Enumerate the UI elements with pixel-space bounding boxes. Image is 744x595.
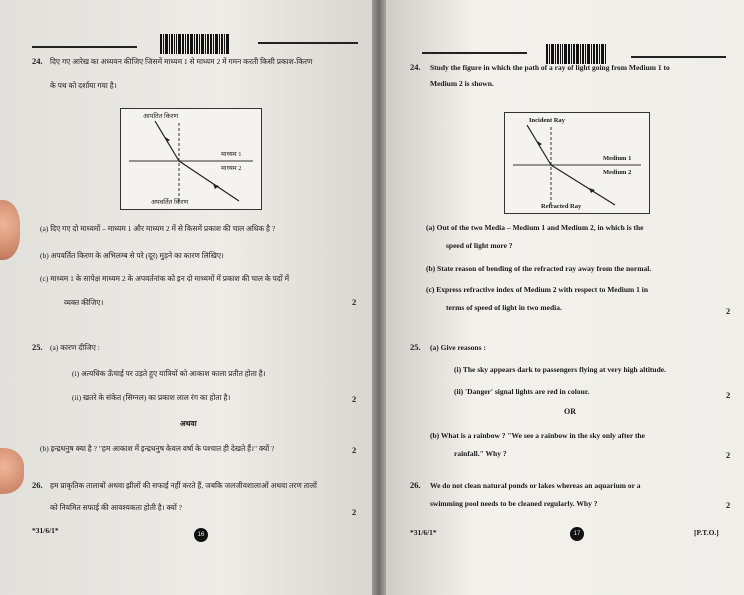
- q25-part-ii: (ii) 'Danger' signal lights are red in colour.: [454, 387, 590, 396]
- q24-stem-line2: Medium 2 is shown.: [430, 79, 494, 88]
- right-page: [386, 0, 744, 595]
- q24-stem-line2: के पथ को दर्शाया गया है।: [50, 81, 117, 90]
- fig-label-refracted: अपवर्तित किरण: [151, 199, 189, 206]
- q24-figure: [504, 112, 650, 214]
- barcode: [546, 44, 606, 64]
- q26-marks: 2: [352, 507, 357, 517]
- header-rule-left: [422, 52, 527, 54]
- q25-head: (a) Give reasons :: [430, 343, 486, 352]
- q25-part-ii: (ii) खतरे के संकेत (सिग्नल) का प्रकाश लाल रंग का होता है।: [72, 393, 231, 402]
- q24-part-c-line2: व्यक्त कीजिए।: [64, 298, 104, 307]
- q25-or: अथवा: [180, 419, 197, 428]
- q25-marks-2: 2: [726, 450, 731, 460]
- header-rule-right: [258, 42, 358, 44]
- paper-code: *31/6/1*: [410, 528, 437, 537]
- header-rule-left: [32, 46, 137, 48]
- q24-number: 24.: [32, 56, 43, 66]
- q24-marks: 2: [352, 297, 357, 307]
- fig-label-incident: आपतित किरण: [143, 113, 179, 120]
- fig-label-medium2: Medium 2: [603, 169, 632, 176]
- fig-label-refracted: Refracted Ray: [541, 203, 582, 210]
- q25-or: OR: [564, 407, 576, 416]
- fig-label-medium1: माध्यम 1: [221, 151, 242, 158]
- q24-part-c-line1: (c) माध्यम 1 के सापेक्ष माध्यम 2 के अपवर्तनांक को इन दो माध्यमों में प्रकाश की चाल के पदों में: [40, 274, 290, 283]
- q24-part-c-line1: (c) Express refractive index of Medium 2 with respect to Medium 1 in: [426, 285, 649, 294]
- pto-label: [P.T.O.]: [694, 528, 719, 537]
- q26-line2: swimming pool needs to be cleaned regularly. Why ?: [430, 499, 598, 508]
- q24-part-a: (a) दिए गए दो माध्यमों – माध्यम 1 और माध्यम 2 में से किसमें प्रकाश की चाल अधिक है ?: [40, 224, 276, 233]
- q25-marks-1: 2: [726, 390, 731, 400]
- fig-label-incident: Incident Ray: [529, 117, 565, 124]
- page-number-badge: 17: [570, 527, 584, 541]
- header-rule-right: [631, 56, 726, 58]
- q25-part-i: (i) अत्यधिक ऊँचाई पर उड़ते हुए यात्रियों को आकाश काला प्रतीत होता है।: [72, 369, 266, 378]
- barcode: [160, 34, 229, 54]
- q24-number: 24.: [410, 62, 421, 72]
- page-number-badge: 16: [194, 528, 208, 542]
- q26-number: 26.: [32, 480, 43, 490]
- q26-line2: को नियमित सफाई की आवश्यकता होती है। क्यों ?: [50, 503, 182, 512]
- q26-marks: 2: [726, 500, 731, 510]
- q24-marks: 2: [726, 306, 731, 316]
- q24-figure: [120, 108, 262, 210]
- fig-label-medium2: माध्यम 2: [221, 165, 242, 172]
- q24-part-b: (b) अपवर्तित किरण के अभिलम्ब से परे (दूर) मुड़ने का कारण लिखिए।: [40, 251, 224, 260]
- q25-part-b-line2: rainfall." Why ?: [454, 449, 507, 458]
- q25-part-b: (b) इन्द्रधनुष क्या है ? "हम आकाश में इन्द्रधनुष केवल वर्षा के पश्चात ही देखते हैं।" क्यों ?: [40, 444, 275, 453]
- refracted-arrow: [213, 184, 219, 189]
- q24-part-a-line1: (a) Out of the two Media – Medium 1 and Medium 2, in which is the: [426, 223, 644, 232]
- q25-marks-1: 2: [352, 394, 357, 404]
- q26-line1: We do not clean natural ponds or lakes whereas an aquarium or a: [430, 481, 641, 490]
- q25-number: 25.: [32, 342, 43, 352]
- q26-number: 26.: [410, 480, 421, 490]
- q24-part-a-line2: speed of light more ?: [446, 241, 513, 250]
- q26-line1: हम प्राकृतिक तालाबों अथवा झीलों की सफाई नहीं करते हैं, जबकि जलजीवशालाओं अथवा तरण तालों: [50, 481, 317, 490]
- fig-label-medium1: Medium 1: [603, 155, 632, 162]
- paper-code: *31/6/1*: [32, 526, 59, 535]
- q25-number: 25.: [410, 342, 421, 352]
- book-gutter: [372, 0, 386, 595]
- q25-part-b-line1: (b) What is a rainbow ? "We see a rainbow in the sky only after the: [430, 431, 645, 440]
- q25-head: (a) कारण दीजिए :: [50, 343, 100, 352]
- q24-stem-line1: Study the figure in which the path of a ray of light going from Medium 1 to: [430, 63, 670, 72]
- q24-stem-line1: दिए गए आरेख का अध्ययन कीजिए जिसमें माध्यम 1 से माध्यम 2 में गमन करती किसी प्रकाश-किरण: [50, 57, 313, 66]
- q25-marks-2: 2: [352, 445, 357, 455]
- q24-part-b: (b) State reason of bending of the refracted ray away from the normal.: [426, 264, 652, 273]
- q24-part-c-line2: terms of speed of light in two media.: [446, 303, 562, 312]
- q25-part-i: (i) The sky appears dark to passengers flying at very high altitude.: [454, 365, 666, 374]
